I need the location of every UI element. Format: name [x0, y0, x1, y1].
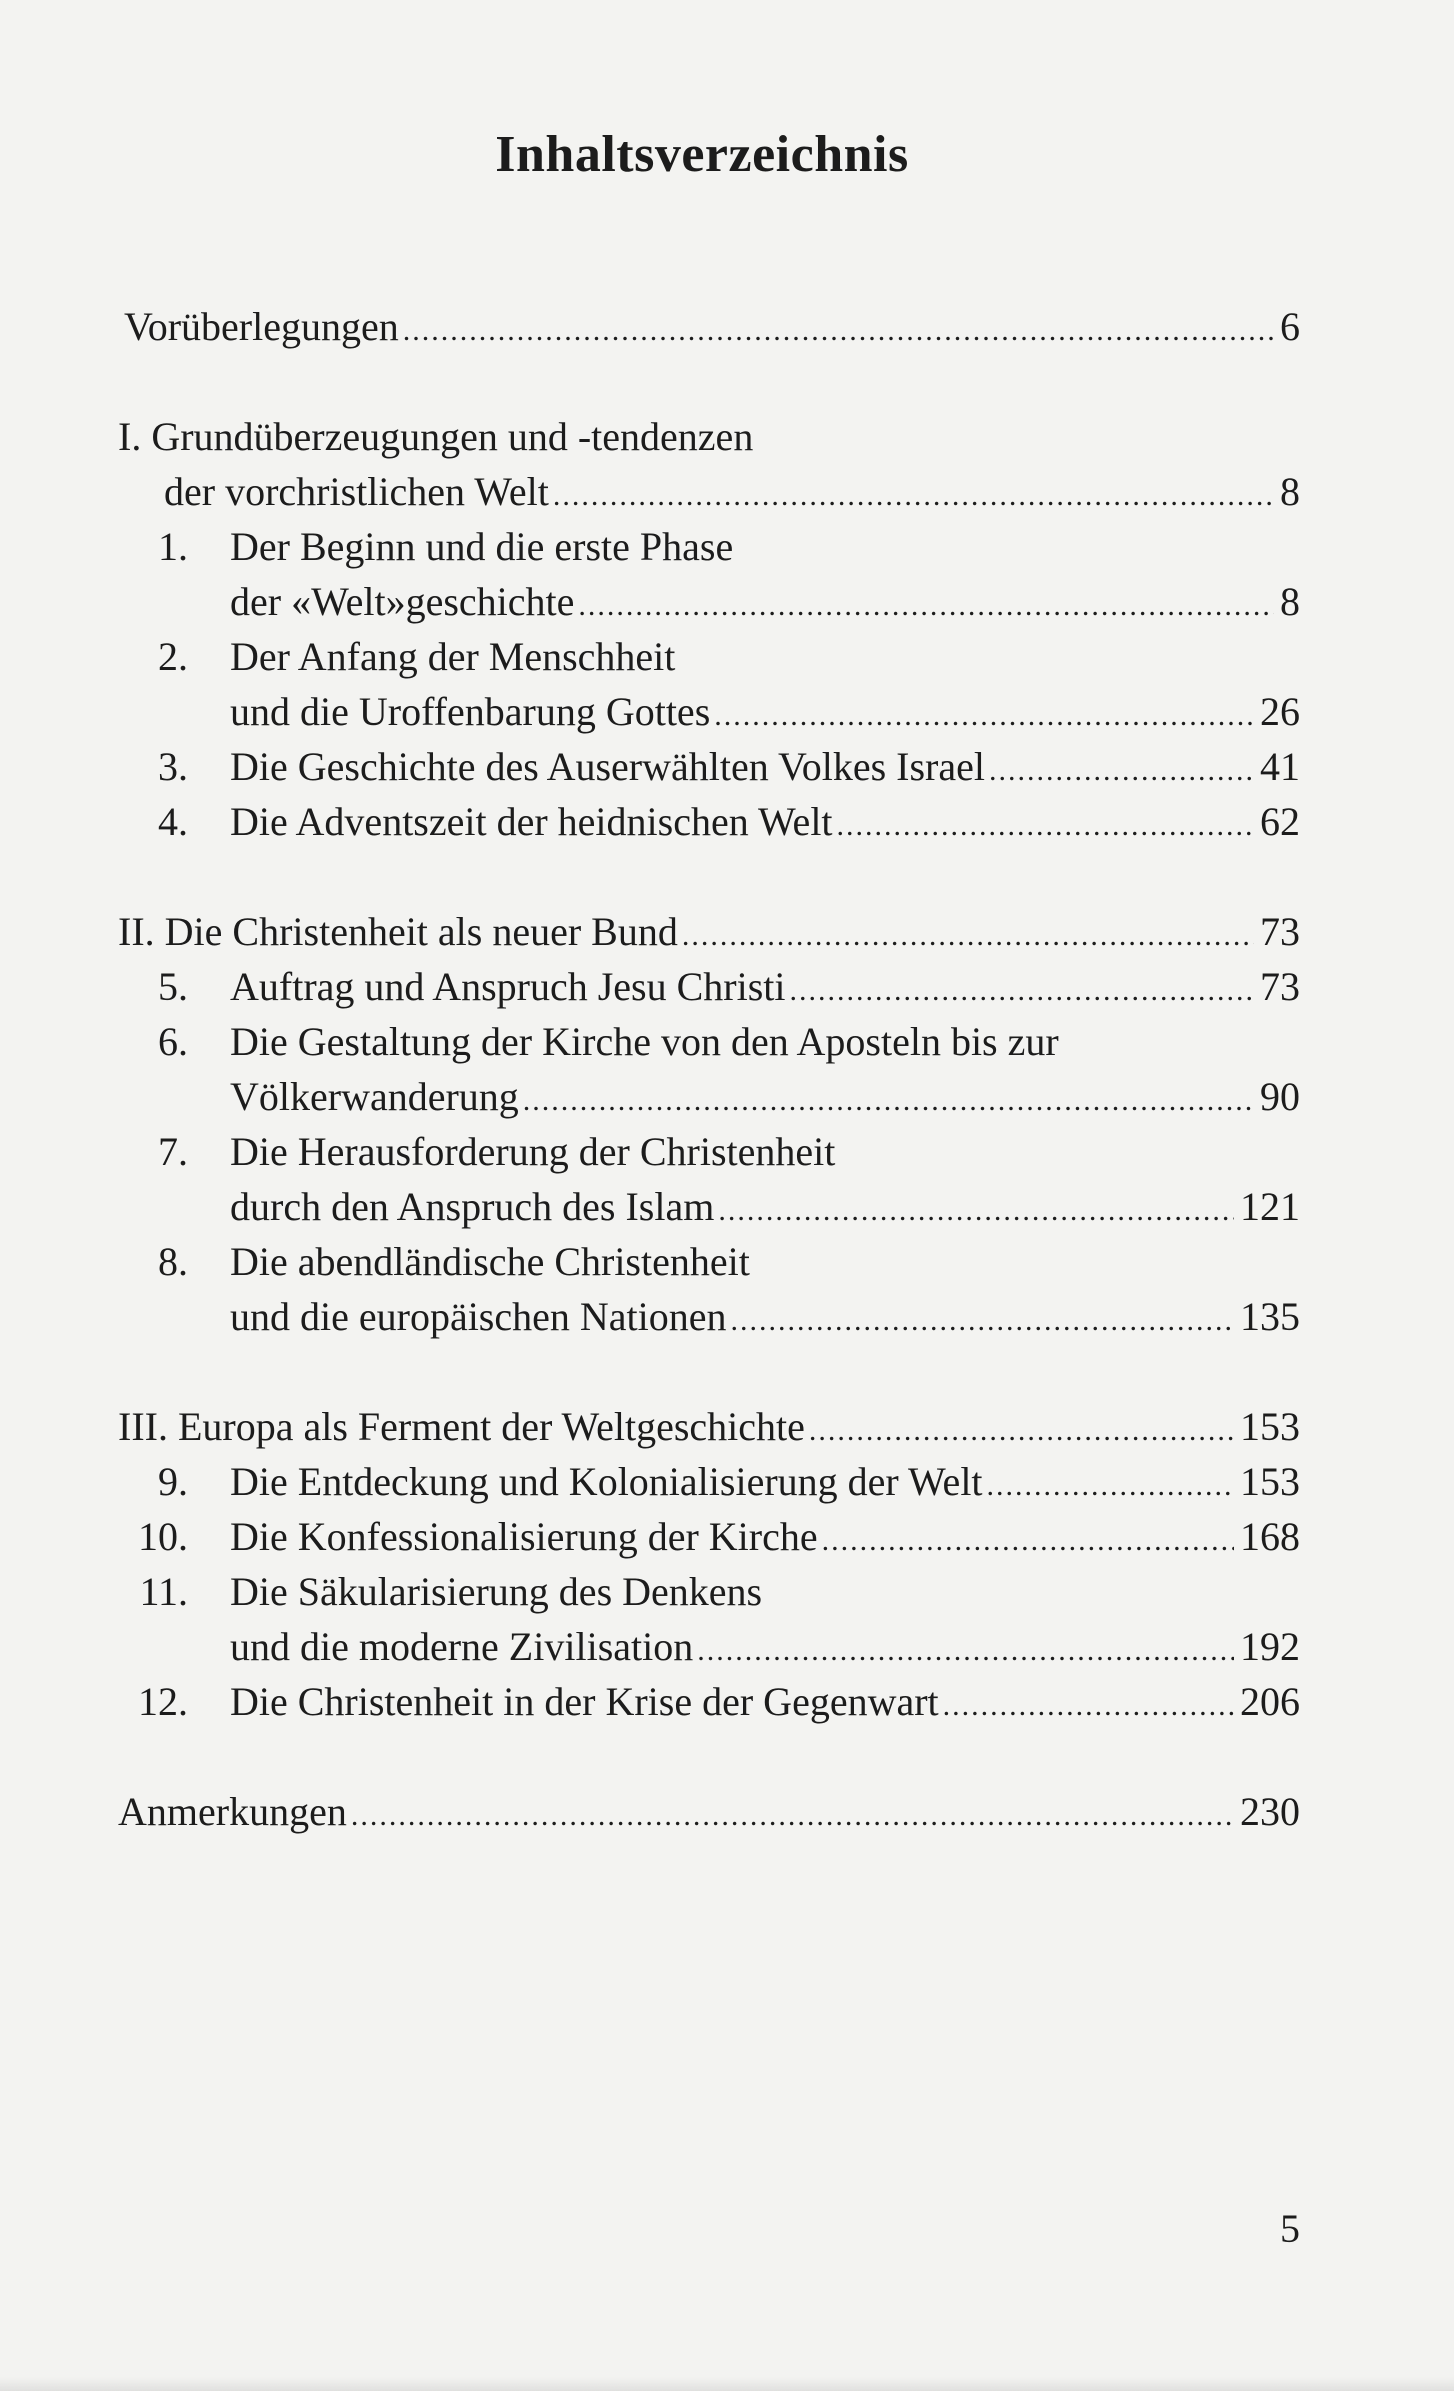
- toc-chapter-5: [0, 960, 1454, 1014]
- chapter-title-cont: und die europäischen Nationen: [230, 1294, 727, 1339]
- toc-page-number: 26: [1260, 689, 1300, 734]
- leader-dots: [987, 1459, 1234, 1513]
- toc-chapter-7-heading: [0, 1125, 1454, 1179]
- toc-part-3: [0, 1400, 1454, 1454]
- chapter-title: Die Gestaltung der Kirche von den Aposteln bis zur: [230, 1019, 1059, 1064]
- page-title: Inhaltsverzeichnis: [495, 126, 909, 183]
- toc-chapter-4: [0, 795, 1454, 849]
- toc-chapter-2-heading: [0, 630, 1454, 684]
- leader-dots: [714, 689, 1254, 743]
- toc-chapter-11: [0, 1620, 1454, 1674]
- toc-part-title: I. Grundüberzeugungen und -tendenzen: [118, 414, 754, 459]
- toc-page-number: 41: [1260, 744, 1300, 789]
- chapter-number: 11.: [139, 1569, 188, 1614]
- page-edge-shadow: [0, 2377, 1454, 2391]
- toc-page-number: 8: [1280, 579, 1300, 624]
- chapter-number: 6.: [158, 1019, 188, 1064]
- toc-page-number: 90: [1260, 1074, 1300, 1119]
- chapter-title: Die Herausforderung der Christenheit: [230, 1129, 836, 1174]
- toc-chapter-6-heading: [0, 1015, 1454, 1069]
- toc-page-number: 153: [1240, 1404, 1300, 1449]
- toc-chapter-12: [0, 1675, 1454, 1729]
- chapter-number: 5.: [158, 964, 188, 1009]
- toc-entry-title: Vorüberlegungen: [124, 304, 399, 349]
- toc-part-title-cont: der vorchristlichen Welt: [164, 469, 549, 514]
- chapter-number: 3.: [158, 744, 188, 789]
- chapter-title: Die Entdeckung und Kolonialisierung der Welt: [230, 1459, 983, 1504]
- toc-page-number: 62: [1260, 799, 1300, 844]
- chapter-title-cont: durch den Anspruch des Islam: [230, 1184, 715, 1229]
- leader-dots: [553, 469, 1274, 523]
- toc-page-number: 230: [1240, 1789, 1300, 1834]
- toc-chapter-11-heading: [0, 1565, 1454, 1619]
- toc-chapter-9: [0, 1455, 1454, 1509]
- toc-entry-title: Anmerkungen: [118, 1789, 347, 1834]
- leader-dots: [790, 964, 1254, 1018]
- toc-part-1: [0, 465, 1454, 519]
- toc-page-number: 153: [1240, 1459, 1300, 1504]
- chapter-title: Die Säkularisierung des Denkens: [230, 1569, 763, 1614]
- chapter-number: 8.: [158, 1239, 188, 1284]
- chapter-title: Die Konfessionalisierung der Kirche: [230, 1514, 818, 1559]
- chapter-title-cont: und die Uroffenbarung Gottes: [230, 689, 711, 734]
- leader-dots: [523, 1074, 1254, 1128]
- chapter-title: Auftrag und Anspruch Jesu Christi: [230, 964, 786, 1009]
- chapter-number: 9.: [158, 1459, 188, 1504]
- leader-dots: [989, 744, 1254, 798]
- toc-page-number: 206: [1240, 1679, 1300, 1724]
- toc-part-title: III. Europa als Ferment der Weltgeschichte: [118, 1404, 805, 1449]
- toc-chapter-7: [0, 1180, 1454, 1234]
- toc-chapter-3: [0, 740, 1454, 794]
- leader-dots: [718, 1184, 1234, 1238]
- chapter-number: 12.: [138, 1679, 188, 1724]
- toc-page-number: 121: [1240, 1184, 1300, 1229]
- leader-dots: [697, 1624, 1234, 1678]
- chapter-title-cont: und die moderne Zivilisation: [230, 1624, 694, 1669]
- toc-page-number: 8: [1280, 469, 1300, 514]
- toc-page-number: 73: [1260, 964, 1300, 1009]
- toc-page-number: 135: [1240, 1294, 1300, 1339]
- chapter-number: 10.: [138, 1514, 188, 1559]
- toc-page-number: 6: [1280, 304, 1300, 349]
- toc-entry-vorueberlegungen: [0, 300, 1454, 354]
- chapter-title: Die Adventszeit der heidnischen Welt: [230, 799, 833, 844]
- chapter-title: Die abendländische Christenheit: [230, 1239, 750, 1284]
- chapter-number: 2.: [158, 634, 188, 679]
- chapter-number: 4.: [158, 799, 188, 844]
- leader-dots: [403, 304, 1274, 358]
- toc-entry-anmerkungen: [0, 1785, 1454, 1839]
- chapter-number: 1.: [158, 524, 188, 569]
- toc-part-1-heading: [0, 410, 1454, 464]
- toc-chapter-1: [0, 575, 1454, 629]
- leader-dots: [837, 799, 1254, 853]
- toc-part-title: II. Die Christenheit als neuer Bund: [118, 909, 678, 954]
- toc-page-number: 73: [1260, 909, 1300, 954]
- leader-dots: [682, 909, 1254, 963]
- toc-chapter-10: [0, 1510, 1454, 1564]
- toc-chapter-1-heading: [0, 520, 1454, 574]
- toc-chapter-6: [0, 1070, 1454, 1124]
- leader-dots: [351, 1789, 1234, 1843]
- leader-dots: [578, 579, 1274, 633]
- toc-chapter-8-heading: [0, 1235, 1454, 1289]
- toc-chapter-2: [0, 685, 1454, 739]
- toc-part-2: [0, 905, 1454, 959]
- chapter-title-cont: der «Welt»geschichte: [230, 579, 575, 624]
- chapter-title-cont: Völkerwanderung: [230, 1074, 519, 1119]
- chapter-title: Die Geschichte des Auserwählten Volkes Israel: [230, 744, 985, 789]
- chapter-number: 7.: [158, 1129, 188, 1174]
- toc-page-number: 192: [1240, 1624, 1300, 1669]
- leader-dots: [943, 1679, 1234, 1733]
- chapter-title: Die Christenheit in der Krise der Gegenwart: [230, 1679, 939, 1724]
- leader-dots: [809, 1404, 1234, 1458]
- toc-page-number: 168: [1240, 1514, 1300, 1559]
- toc-chapter-8: [0, 1290, 1454, 1344]
- leader-dots: [731, 1294, 1234, 1348]
- chapter-title: Der Anfang der Menschheit: [230, 634, 676, 679]
- leader-dots: [822, 1514, 1234, 1568]
- page-number: 5: [1280, 2206, 1300, 2251]
- chapter-title: Der Beginn und die erste Phase: [230, 524, 734, 569]
